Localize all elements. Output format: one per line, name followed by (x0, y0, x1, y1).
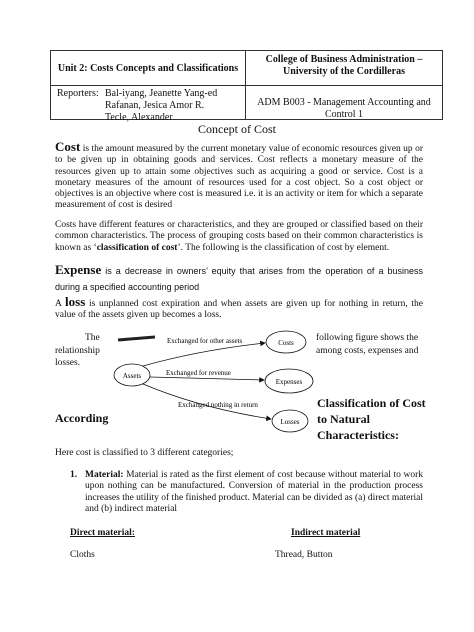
reporters-label: Reporters: (57, 88, 99, 99)
figure-text-losses: losses. (55, 358, 81, 368)
material-item (85, 470, 423, 515)
edge-nothing-label: Exchanged nothing in return (178, 401, 258, 409)
list-number: 1. (70, 470, 78, 480)
indirect-material-item: Thread, Button (275, 550, 333, 560)
loss-prefix: A (55, 299, 66, 309)
classification-of-cost-term: classification of cost (96, 242, 178, 253)
figure-text-relationship: relationship (55, 346, 100, 356)
losses-label: Losses (280, 418, 300, 426)
material-term: Material: (85, 470, 124, 480)
according-word: According (55, 411, 109, 425)
features-text-1: Costs have different features or characteristics, and they are grouped or classified based on their common characteristics. The process of grouping costs based on their common characteristics is known as ‘ (55, 220, 423, 253)
direct-material-item: Cloths (70, 550, 95, 560)
college-line-1: College of Business Administration – (265, 54, 423, 65)
categories-intro: Here cost is classified to 3 different categories; (55, 448, 234, 458)
edge-other-assets (143, 343, 265, 366)
loss-text: is unplanned cost expiration and when assets are given up for nothing in return, the value of the assets given up becomes a loss. (55, 299, 424, 321)
classification-line-2: to Natural (317, 412, 370, 426)
edge-revenue-label: Exchanged for revenue (166, 369, 231, 377)
features-text-2: ’. The following is the classification of cost by element. (177, 242, 390, 253)
college-line-2: University of the Cordilleras (283, 66, 405, 77)
cost-text: is the amount measured by the current monetary value of economic resources given up or to be given up in obtaining goods and services. Cost reflects a monetary measure of the resources given up to attain some objectives such as acquiring a good or service. Cost is a monetary measures of the amount of resources used for a cost object. So a cost object or objectives is an objective where cost is measured i.e. it is an activity or item for which a separate measurement of cost is desired (55, 144, 423, 211)
unit-title: Unit 2: Costs Concepts and Classifications (57, 62, 239, 74)
classification-line-3: Characteristics: (317, 428, 399, 442)
costs-label: Costs (278, 339, 294, 347)
course-line-1: ADM B003 - Management Accounting and (257, 97, 431, 108)
figure-text-the: The (85, 333, 100, 343)
classification-heading (317, 395, 426, 443)
figure-text-following-1: following figure shows the (316, 333, 419, 343)
material-text: Material is rated as the first element of cost because without material to work upon nothing can be manufactured. Conversion of material in the production process increases the utility of the finished product. Material can be divided as (a) direct material and (b) indirect material (85, 470, 423, 514)
edge-revenue (150, 377, 264, 380)
reporter-3: Tecle, Alexander (105, 112, 173, 123)
edge-other-label: Exchanged for other assets (167, 337, 243, 345)
figure-text-following-2: among costs, expenses and (316, 346, 419, 356)
reporter-2: Rafanan, Jesica Amor R. (105, 100, 205, 111)
classification-line-1: Classification of Cost (317, 396, 426, 410)
cost-term: Cost (55, 139, 81, 154)
expense-text: is a decrease in owners’ equity that arises from the operation of a business during a specified accounting period (55, 266, 423, 292)
course-line-2: Control 1 (324, 109, 364, 120)
direct-material-header: Direct material: (70, 528, 135, 538)
expenses-label: Expenses (275, 378, 303, 386)
indirect-material-header: Indirect material (291, 528, 361, 538)
assets-label: Assets (122, 372, 142, 380)
expense-term: Expense (55, 262, 102, 277)
loss-term: loss (65, 294, 86, 309)
diagram-bar (118, 337, 155, 340)
reporter-1: Bal-iyang, Jeanette Yang-ed (105, 88, 218, 99)
concept-heading: Concept of Cost (198, 122, 276, 136)
